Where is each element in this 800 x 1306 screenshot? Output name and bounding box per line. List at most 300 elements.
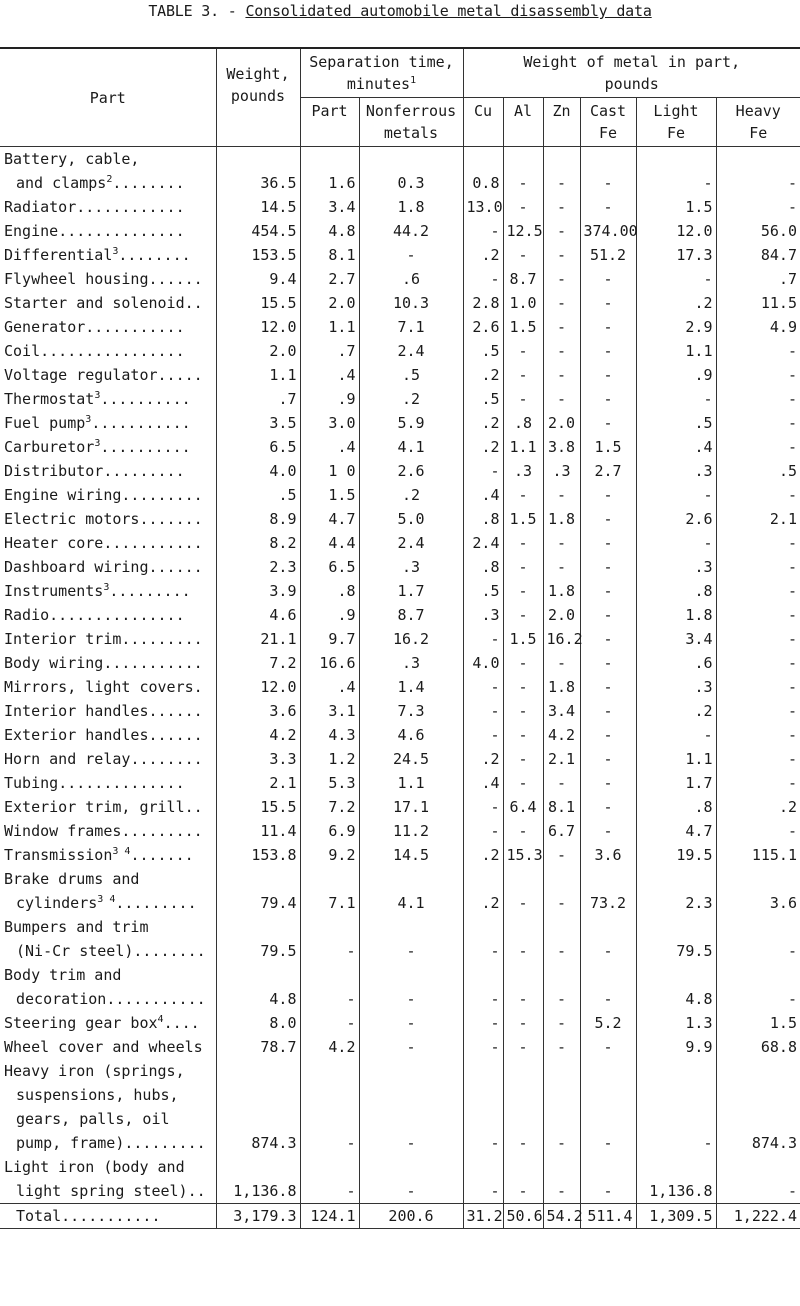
cell-al: 6.4 [503,795,543,819]
cell-zn: - [543,171,580,195]
table-row [0,1131,800,1155]
cell-sep-nonferrous: - [359,939,463,963]
cell-weight: 8.9 [216,507,300,531]
cell-heavy-fe: - [716,987,800,1011]
cell-sep-part: 9.2 [300,843,359,867]
cell-heavy-fe [716,1059,800,1083]
cell-sep-nonferrous: 14.5 [359,843,463,867]
cell-light-fe [636,1107,716,1131]
cell-sep-nonferrous: - [359,987,463,1011]
cell-cu: .4 [463,771,503,795]
cell-heavy-fe: - [716,435,800,459]
cell-weight: 2.3 [216,555,300,579]
cell-part: suspensions, hubs, [16,1086,179,1104]
cell-part: Bumpers and trim [4,918,149,936]
table-number: TABLE 3. - [148,2,246,20]
cell-light-fe: 1.1 [636,747,716,771]
cell-light-fe [636,915,716,939]
cell-zn: - [543,1179,580,1204]
cell-heavy-fe: 68.8 [716,1035,800,1059]
cell-al [503,867,543,891]
cell-cu: .2 [463,747,503,771]
cell-cu: - [463,459,503,483]
cell-weight: 2.1 [216,771,300,795]
header-cast-fe: Cast Fe [580,98,636,147]
cell-sep-part: .8 [300,579,359,603]
cell-sep-nonferrous: 1.4 [359,675,463,699]
table-row [0,1083,800,1107]
cell-zn: - [543,1035,580,1059]
cell-cu: - [463,1179,503,1204]
cell-sep-nonferrous: .3 [359,555,463,579]
cell-zn: - [543,939,580,963]
table-header [0,48,800,147]
cell-weight: 874.3 [216,1131,300,1155]
cell-cast-fe: - [580,195,636,219]
cell-cast-fe: - [580,363,636,387]
cell-sep-part: - [300,987,359,1011]
cell-cu: .8 [463,555,503,579]
cell-zn: - [543,363,580,387]
cell-light-fe [636,963,716,987]
cell-heavy-fe: 3.6 [716,891,800,915]
cell-part: Thermostat$^3$.......... [4,390,191,408]
total-cu: 31.2 [463,1204,503,1229]
table-row [0,339,800,363]
cell-heavy-fe: .7 [716,267,800,291]
cell-sep-nonferrous: .3 [359,651,463,675]
cell-heavy-fe: 11.5 [716,291,800,315]
cell-sep-nonferrous: .2 [359,387,463,411]
cell-sep-nonferrous: 5.0 [359,507,463,531]
cell-part: Interior trim......... [4,630,203,648]
cell-sep-part: 2.0 [300,291,359,315]
total-light-fe: 1,309.5 [636,1204,716,1229]
cell-cast-fe: 374.00 [580,219,636,243]
table-row [0,1035,800,1059]
cell-zn: 2.0 [543,603,580,627]
cell-weight: 9.4 [216,267,300,291]
cell-light-fe: - [636,531,716,555]
cell-cu: 4.0 [463,651,503,675]
cell-part: Exterior handles...... [4,726,203,744]
cell-weight [216,1155,300,1179]
cell-al: - [503,699,543,723]
cell-zn: 1.8 [543,507,580,531]
cell-sep-nonferrous [359,147,463,172]
cell-light-fe: - [636,723,716,747]
cell-light-fe: 79.5 [636,939,716,963]
cell-sep-nonferrous: 4.6 [359,723,463,747]
cell-al [503,915,543,939]
cell-cu [463,963,503,987]
cell-zn [543,915,580,939]
cell-weight: 12.0 [216,675,300,699]
cell-heavy-fe: - [716,939,800,963]
cell-weight: 4.0 [216,459,300,483]
cell-cu [463,1155,503,1179]
cell-cast-fe: - [580,339,636,363]
table-row [0,627,800,651]
cell-sep-nonferrous: 1.8 [359,195,463,219]
cell-zn: - [543,219,580,243]
cell-cast-fe: - [580,1035,636,1059]
cell-part: Body trim and [4,966,122,984]
cell-sep-nonferrous: 0.3 [359,171,463,195]
cell-sep-part: 1 0 [300,459,359,483]
cell-cast-fe: 73.2 [580,891,636,915]
cell-sep-part: 4.3 [300,723,359,747]
cell-heavy-fe [716,867,800,891]
cell-light-fe: 1.7 [636,771,716,795]
cell-sep-part: 4.8 [300,219,359,243]
cell-heavy-fe [716,1083,800,1107]
cell-part: Carburetor$^3$.......... [4,438,191,456]
cell-part: Mirrors, light covers. [4,678,203,696]
cell-sep-part: 7.2 [300,795,359,819]
table-row [0,171,800,195]
cell-cast-fe: - [580,483,636,507]
cell-al: - [503,819,543,843]
cell-part: Distributor......... [4,462,185,480]
cell-sep-nonferrous: - [359,1179,463,1204]
cell-light-fe [636,1059,716,1083]
cell-light-fe: .3 [636,675,716,699]
cell-zn: - [543,771,580,795]
cell-part: Battery, cable, [4,150,140,168]
cell-sep-part: 1.5 [300,483,359,507]
table-row [0,795,800,819]
cell-light-fe: .6 [636,651,716,675]
cell-part: Instruments$^3$......... [4,582,191,600]
table-row [0,531,800,555]
cell-al: - [503,483,543,507]
cell-part: Starter and solenoid.. [4,294,203,312]
cell-zn: - [543,267,580,291]
total-sep-part: 124.1 [300,1204,359,1229]
cell-sep-nonferrous: 2.4 [359,339,463,363]
cell-cu: .8 [463,507,503,531]
cell-zn: - [543,195,580,219]
cell-heavy-fe [716,1155,800,1179]
cell-cu: - [463,939,503,963]
cell-cu: 13.0 [463,195,503,219]
table-row [0,771,800,795]
cell-zn [543,963,580,987]
cell-cast-fe [580,1155,636,1179]
cell-cast-fe: - [580,675,636,699]
cell-heavy-fe: - [716,339,800,363]
cell-cu: .2 [463,843,503,867]
cell-al [503,963,543,987]
cell-cu: .2 [463,411,503,435]
table-row [0,219,800,243]
cell-al [503,1083,543,1107]
cell-light-fe [636,1155,716,1179]
cell-heavy-fe [716,147,800,172]
cell-sep-part: 3.4 [300,195,359,219]
cell-sep-nonferrous: 16.2 [359,627,463,651]
cell-cast-fe: - [580,171,636,195]
total-al: 50.6 [503,1204,543,1229]
total-sep-nonferrous: 200.6 [359,1204,463,1229]
cell-light-fe: 1.1 [636,339,716,363]
cell-sep-nonferrous: 44.2 [359,219,463,243]
cell-weight: 79.5 [216,939,300,963]
cell-al: 1.0 [503,291,543,315]
cell-al: .3 [503,459,543,483]
header-light-fe: Light Fe [636,98,716,147]
cell-sep-part: 5.3 [300,771,359,795]
cell-part: Wheel cover and wheels [4,1038,203,1056]
cell-sep-nonferrous: 10.3 [359,291,463,315]
cell-cast-fe [580,147,636,172]
cell-light-fe: 4.7 [636,819,716,843]
cell-heavy-fe: - [716,771,800,795]
cell-part: Interior handles...... [4,702,203,720]
cell-weight: 14.5 [216,195,300,219]
cell-zn: - [543,531,580,555]
total-zn: 54.2 [543,1204,580,1229]
cell-cast-fe [580,915,636,939]
cell-sep-nonferrous: .2 [359,483,463,507]
cell-zn: - [543,843,580,867]
cell-heavy-fe: - [716,363,800,387]
cell-part: Coil................ [4,342,185,360]
cell-al: - [503,1035,543,1059]
cell-heavy-fe: 4.9 [716,315,800,339]
cell-zn: - [543,291,580,315]
cell-zn: 2.1 [543,747,580,771]
cell-light-fe [636,147,716,172]
header-part: Part [0,48,216,147]
cell-al: - [503,579,543,603]
cell-weight [216,963,300,987]
cell-cast-fe [580,1107,636,1131]
cell-weight: 153.5 [216,243,300,267]
cell-cast-fe: - [580,747,636,771]
cell-cu: .2 [463,435,503,459]
cell-part: and clamps$^2$........ [16,174,185,192]
header-separation-time: Separation time, minutes$^1$ [300,48,463,98]
cell-zn: - [543,651,580,675]
cell-al: - [503,1011,543,1035]
cell-cast-fe: 1.5 [580,435,636,459]
cell-part: Generator........... [4,318,185,336]
cell-cast-fe [580,963,636,987]
total-heavy-fe: 1,222.4 [716,1204,800,1229]
cell-sep-part: - [300,939,359,963]
cell-cu: .3 [463,603,503,627]
cell-weight: 8.2 [216,531,300,555]
cell-sep-part: 9.7 [300,627,359,651]
cell-al: - [503,675,543,699]
table-row [0,555,800,579]
cell-light-fe: 2.6 [636,507,716,531]
cell-part: Window frames......... [4,822,203,840]
cell-heavy-fe: - [716,411,800,435]
cell-sep-part: - [300,1131,359,1155]
cell-sep-nonferrous: .5 [359,363,463,387]
table-row [0,675,800,699]
cell-al: 1.5 [503,627,543,651]
cell-sep-nonferrous [359,1083,463,1107]
cell-sep-part: - [300,1011,359,1035]
cell-weight: 8.0 [216,1011,300,1035]
cell-zn: - [543,387,580,411]
cell-al: - [503,939,543,963]
cell-zn [543,147,580,172]
cell-heavy-fe: - [716,531,800,555]
cell-heavy-fe: - [716,603,800,627]
cell-sep-nonferrous: - [359,1035,463,1059]
cell-cu: .4 [463,483,503,507]
cell-cast-fe: - [580,291,636,315]
cell-al: - [503,771,543,795]
cell-light-fe: .2 [636,291,716,315]
cell-cast-fe: - [580,531,636,555]
cell-light-fe: .8 [636,579,716,603]
cell-part: Engine.............. [4,222,185,240]
table-row [0,843,800,867]
cell-zn: - [543,555,580,579]
cell-heavy-fe: - [716,387,800,411]
cell-cast-fe: - [580,723,636,747]
cell-al: - [503,891,543,915]
table-row [0,291,800,315]
cell-al: - [503,339,543,363]
cell-sep-nonferrous: 24.5 [359,747,463,771]
cell-weight: 11.4 [216,819,300,843]
header-al: Al [503,98,543,147]
cell-zn: 2.0 [543,411,580,435]
cell-sep-part: 4.2 [300,1035,359,1059]
cell-al: - [503,987,543,1011]
cell-al: 12.5 [503,219,543,243]
table-row [0,195,800,219]
cell-sep-part: 1.6 [300,171,359,195]
table-title [0,2,800,20]
cell-heavy-fe: .5 [716,459,800,483]
cell-weight [216,867,300,891]
cell-cast-fe: - [580,699,636,723]
total-cast-fe: 511.4 [580,1204,636,1229]
cell-light-fe [636,867,716,891]
cell-zn: .3 [543,459,580,483]
table-row [0,147,800,172]
cell-al: 1.5 [503,507,543,531]
cell-zn: - [543,339,580,363]
cell-cu: - [463,1035,503,1059]
cell-part: Radio............... [4,606,185,624]
cell-al: 8.7 [503,267,543,291]
cell-cu: - [463,627,503,651]
cell-zn: 4.2 [543,723,580,747]
table-row [0,315,800,339]
cell-sep-part: .7 [300,339,359,363]
cell-cast-fe: - [580,651,636,675]
cell-cast-fe: - [580,987,636,1011]
cell-part: pump, frame)......... [16,1134,206,1152]
cell-part: Differential$^3$........ [4,246,191,264]
cell-cu: - [463,219,503,243]
cell-light-fe: 4.8 [636,987,716,1011]
cell-light-fe: .5 [636,411,716,435]
cell-zn [543,1083,580,1107]
cell-zn: 8.1 [543,795,580,819]
cell-sep-nonferrous: 4.1 [359,435,463,459]
table-row [0,507,800,531]
cell-cast-fe: - [580,555,636,579]
cell-sep-nonferrous: 4.1 [359,891,463,915]
cell-weight: 3.5 [216,411,300,435]
cell-al [503,1107,543,1131]
cell-sep-part: 6.5 [300,555,359,579]
cell-cu: - [463,819,503,843]
cell-heavy-fe: 874.3 [716,1131,800,1155]
cell-cu: - [463,267,503,291]
cell-zn: - [543,1131,580,1155]
cell-sep-nonferrous [359,1155,463,1179]
cell-cast-fe: - [580,603,636,627]
cell-cast-fe [580,867,636,891]
cell-heavy-fe: - [716,819,800,843]
cell-sep-part [300,963,359,987]
cell-weight: 4.8 [216,987,300,1011]
cell-sep-part [300,1083,359,1107]
table-row [0,723,800,747]
cell-sep-part: 3.0 [300,411,359,435]
cell-weight: 79.4 [216,891,300,915]
cell-sep-nonferrous: - [359,1011,463,1035]
cell-al: - [503,171,543,195]
cell-weight: 4.6 [216,603,300,627]
cell-zn: 6.7 [543,819,580,843]
table-row [0,603,800,627]
cell-weight: 3.6 [216,699,300,723]
table-row [0,411,800,435]
cell-al: 15.3 [503,843,543,867]
cell-cast-fe: - [580,771,636,795]
cell-cu [463,867,503,891]
cell-light-fe: 2.9 [636,315,716,339]
cell-weight: 12.0 [216,315,300,339]
cell-part: Brake drums and [4,870,140,888]
cell-sep-part: 4.4 [300,531,359,555]
cell-cast-fe: - [580,267,636,291]
table-row [0,579,800,603]
table-row [0,1059,800,1083]
table-row [0,1107,800,1131]
cell-light-fe: .2 [636,699,716,723]
cell-cu: .5 [463,387,503,411]
cell-cu: - [463,1011,503,1035]
cell-zn [543,1059,580,1083]
cell-zn: 3.8 [543,435,580,459]
cell-light-fe: 12.0 [636,219,716,243]
table-row [0,1011,800,1035]
cell-zn [543,1107,580,1131]
cell-light-fe: 3.4 [636,627,716,651]
cell-heavy-fe: - [716,579,800,603]
table-row [0,963,800,987]
cell-sep-nonferrous [359,1107,463,1131]
cell-heavy-fe: - [716,483,800,507]
cell-sep-part: 7.1 [300,891,359,915]
cell-sep-part: 1.2 [300,747,359,771]
cell-sep-nonferrous: 1.1 [359,771,463,795]
cell-heavy-fe [716,1107,800,1131]
